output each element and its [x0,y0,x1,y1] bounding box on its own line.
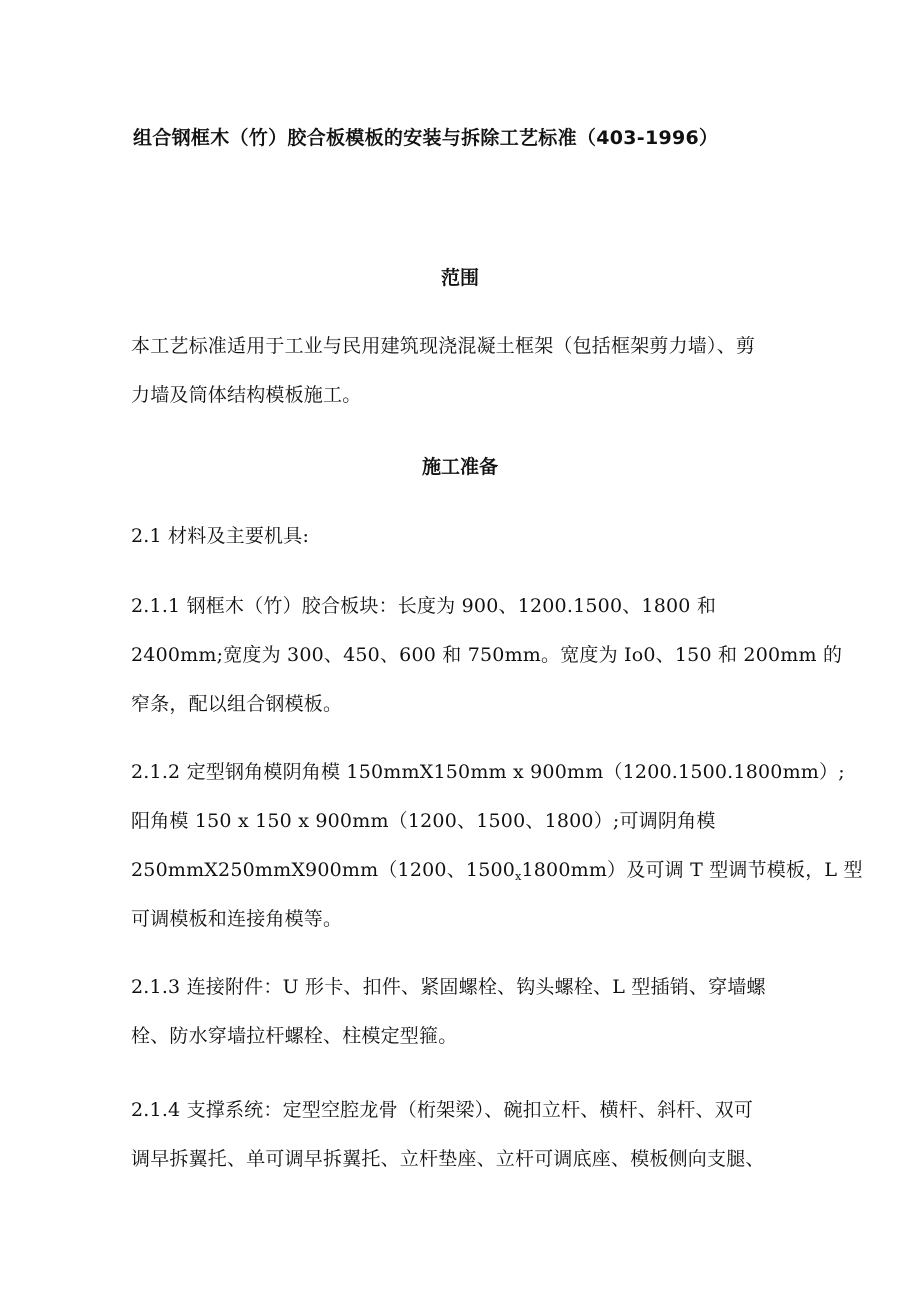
paragraph-line: 窄条，配以组合钢模板。 [131,693,343,715]
paragraph-2-1 [131,512,791,561]
line-text: 250mmX250mmX900mm（1200、1500 [131,859,516,881]
section-heading-scope: 范围 [440,267,479,289]
paragraph-line: 2400mm;宽度为 300、450、600 和 750mm。宽度为 Io0、150 和 200mm 的 [131,644,843,666]
paragraph-line: 可调模板和连接角模等。 [131,908,343,930]
subscript-x: x [515,870,522,883]
paragraph-scope [131,322,791,420]
paragraph-line: 栓、防水穿墙拉杆螺栓、柱模定型箍。 [131,1025,458,1047]
paragraph-2-1-4 [131,1086,791,1184]
paragraph-line: 2.1.1 钢框木（竹）胶合板块：长度为 900、1200.1500、1800 和 [131,595,717,617]
paragraph-line-with-subscript [131,846,863,895]
paragraph-2-1-2 [131,748,863,944]
section-heading-preparation: 施工准备 [421,456,498,478]
paragraph-line: 阳角模 150 x 150 x 900mm（1200、1500、1800）;可调阴角模 [131,810,716,832]
paragraph-line: 力墙及筒体结构模板施工。 [131,384,362,406]
paragraph-line: 2.1.2 定型钢角模阴角模 150mmX150mm x 900mm（1200.1500.1800mm）; [131,761,845,783]
paragraph-line: 2.1 材料及主要机具: [131,525,310,547]
paragraph-line: 2.1.4 支撑系统：定型空腔龙骨（桁架梁）、碗扣立杆、横杆、斜杆、双可 [131,1099,754,1121]
line-text: 1800mm）及可调 T 型调节模板，L 型 [521,859,863,881]
paragraph-2-1-3 [131,963,791,1061]
paragraph-2-1-1 [131,582,843,729]
paragraph-line: 本工艺标准适用于工业与民用建筑现浇混凝土框架（包括框架剪力墙）、剪 [131,335,756,357]
paragraph-line: 2.1.3 连接附件：U 形卡、扣件、紧固螺栓、钩头螺栓、L 型插销、穿墙螺 [131,976,766,998]
paragraph-line: 调早拆翼托、单可调早拆翼托、立杆垫座、立杆可调底座、模板侧向支腿、 [131,1148,765,1170]
document-title: 组合钢框木（竹）胶合板模板的安装与拆除工艺标准（403-1996） [133,127,719,149]
